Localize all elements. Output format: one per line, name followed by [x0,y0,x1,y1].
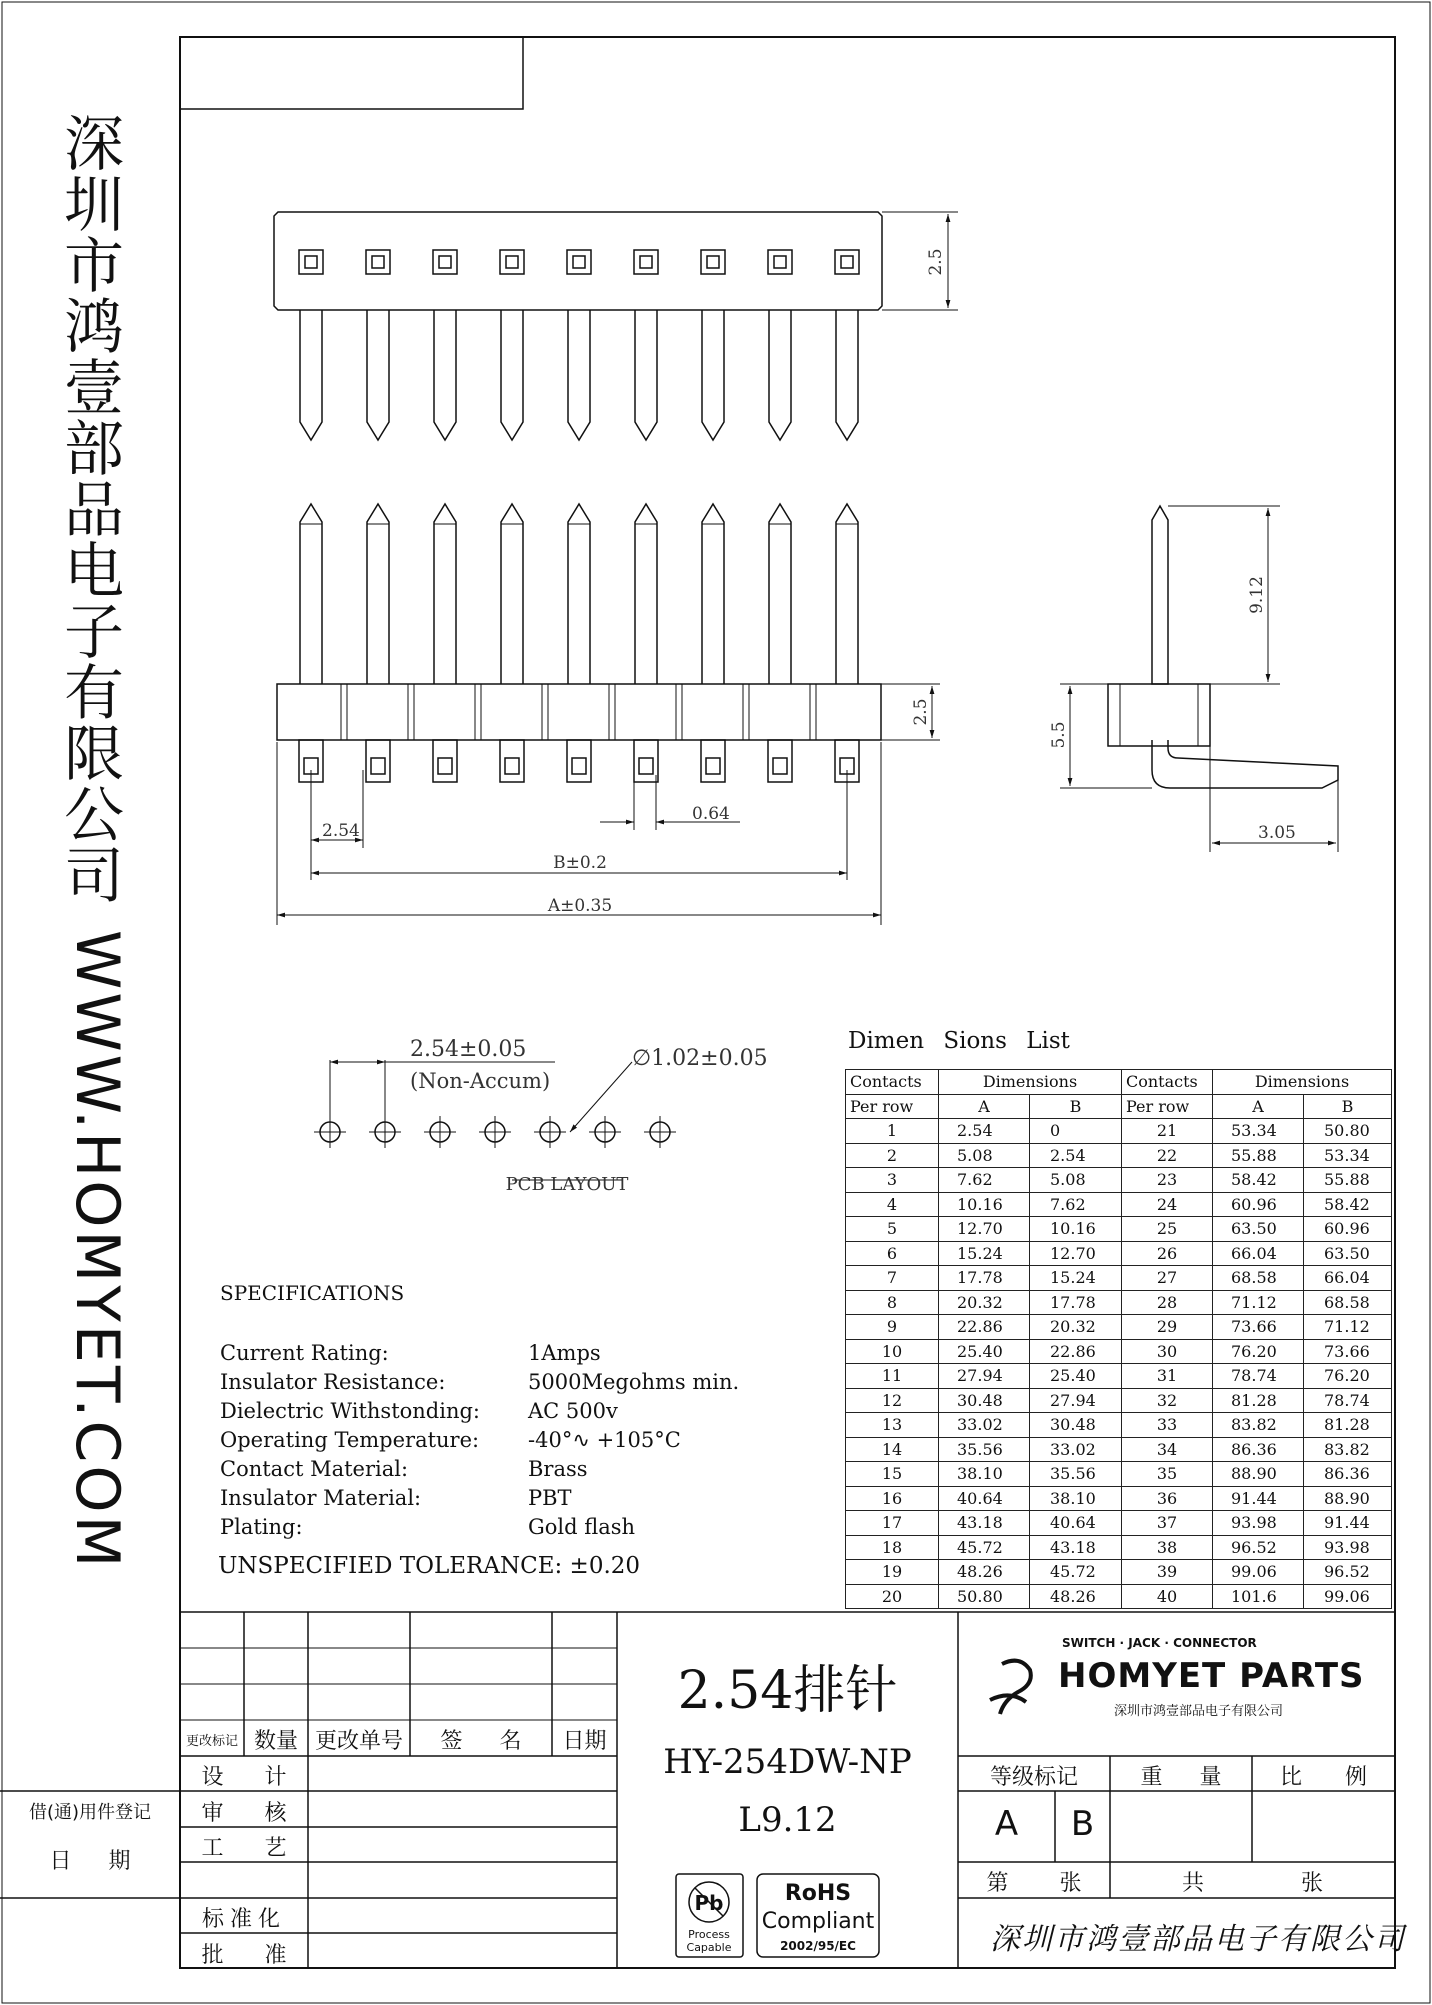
dim-height-front: 2.5 [911,698,931,726]
spec-value: -40°∿ +105°C [528,1428,681,1452]
label-design: 设 计 [201,1765,287,1790]
table-cell: 35.56 [1030,1462,1122,1487]
table-cell: 22.86 [1030,1339,1122,1364]
pin-lower-inner [505,758,519,774]
header-per-row-2: Per row [1122,1094,1213,1119]
spec-row [220,1426,739,1455]
table-cell: 27.94 [1030,1388,1122,1413]
pcb-hole: ∅1.02±0.05 [632,1046,768,1071]
table-cell: 73.66 [1213,1315,1304,1340]
table-row [846,1388,1392,1413]
grade-b: B [1070,1804,1095,1844]
header-a-2: A [1213,1094,1304,1119]
table-cell: 76.20 [1304,1364,1392,1389]
table-cell: 35 [1122,1462,1213,1487]
table-row [846,1143,1392,1168]
table-cell: 2 [846,1143,939,1168]
col-quantity: 数量 [253,1729,298,1754]
table-cell: 83.82 [1304,1437,1392,1462]
spec-label: Plating: [220,1515,303,1539]
table-cell: 19 [846,1560,939,1585]
table-cell: 63.50 [1213,1217,1304,1242]
company-name-vertical: 深圳市鸿壹部品电子有限公司 [54,112,124,905]
table-cell: 15.24 [1030,1266,1122,1291]
table-cell: 48.26 [939,1560,1030,1585]
col-signature: 签 名 [440,1729,522,1754]
table-cell: 30.48 [939,1388,1030,1413]
rohs-directive: 2002/95/EC [780,1939,856,1953]
table-cell: 24 [1122,1192,1213,1217]
header-dimensions-2: Dimensions [1213,1070,1392,1095]
table-cell: 3 [846,1168,939,1193]
table-cell: 68.58 [1213,1266,1304,1291]
table-cell: 16 [846,1486,939,1511]
table-cell: 27.94 [939,1364,1030,1389]
date-label: 日 期 [49,1849,131,1874]
pin [434,310,456,440]
table-cell: 71.12 [1213,1290,1304,1315]
pin-lower-inner [572,758,586,774]
table-cell: 33.02 [1030,1437,1122,1462]
part-length: L9.12 [738,1800,837,1840]
table-cell: 39 [1122,1560,1213,1585]
pin-lower [634,740,658,782]
table-cell: 33.02 [939,1413,1030,1438]
header-contacts-1: Contacts [846,1070,939,1095]
dim-b: B±0.2 [553,853,607,873]
table-cell: 2.54 [1030,1143,1122,1168]
table-cell: 17.78 [939,1266,1030,1291]
label-process: 工 艺 [201,1836,287,1861]
table-cell: 1 [846,1119,939,1144]
col-change-no: 更改单号 [314,1729,403,1754]
pin [300,504,322,684]
col-date: 日期 [562,1729,607,1754]
pin [702,504,724,684]
table-cell: 43.18 [939,1511,1030,1536]
pin [501,310,523,440]
pin [836,310,858,440]
table-cell: 31 [1122,1364,1213,1389]
table-row [846,1217,1392,1242]
spec-value: AC 500v [528,1399,618,1423]
spec-label: Dielectric Withstonding: [220,1399,480,1423]
table-cell: 43.18 [1030,1535,1122,1560]
pin [702,310,724,440]
pin-square [433,250,457,274]
pin-lower-inner [639,758,653,774]
table-cell: 50.80 [939,1584,1030,1609]
table-cell: 5.08 [939,1143,1030,1168]
table-cell: 21 [1122,1119,1213,1144]
table-cell: 40 [1122,1584,1213,1609]
pcb-pitch: 2.54±0.05 [410,1037,527,1062]
top-left-box [180,37,523,109]
pin-square-inner [640,256,652,268]
table-cell: 20.32 [939,1290,1030,1315]
table-cell: 22.86 [939,1315,1030,1340]
logo-name: HOMYET PARTS [1058,1656,1365,1696]
pin-square-inner [506,256,518,268]
front-view [277,504,940,925]
table-cell: 45.72 [1030,1560,1122,1585]
product-name: 2.54排针 [677,1661,898,1721]
spec-label: Insulator Material: [220,1486,422,1510]
pin-lower [701,740,725,782]
pin-lower-inner [371,758,385,774]
table-cell: 12.70 [939,1217,1030,1242]
table-cell: 7 [846,1266,939,1291]
table-cell: 5 [846,1217,939,1242]
pin-square [701,250,725,274]
table-row [846,1364,1392,1389]
pin [367,504,389,684]
table-cell: 88.90 [1304,1486,1392,1511]
dim-pin-width: 0.64 [692,804,730,824]
pin-lower-inner [706,758,720,774]
table-cell: 63.50 [1304,1241,1392,1266]
table-cell: 30.48 [1030,1413,1122,1438]
spec-value: Brass [528,1457,588,1481]
specifications-title: SPECIFICATIONS [220,1281,405,1305]
table-cell: 25 [1122,1217,1213,1242]
table-cell: 37 [1122,1511,1213,1536]
pin-square [768,250,792,274]
spec-value: Gold flash [528,1515,636,1539]
dimensions-table [845,1069,1392,1609]
pin-square-inner [841,256,853,268]
pin-lower [768,740,792,782]
label-standardize: 标准化 [201,1907,286,1932]
table-cell: 17.78 [1030,1290,1122,1315]
table-row [846,1413,1392,1438]
table-cell: 78.74 [1304,1388,1392,1413]
table-cell: 29 [1122,1315,1213,1340]
company-signature: 深圳市鸿壹部品电子有限公司 [990,1922,1406,1957]
grade-a: A [994,1804,1019,1844]
table-cell: 50.80 [1304,1119,1392,1144]
table-cell: 12 [846,1388,939,1413]
spec-row [220,1339,739,1368]
dim-pin-length: 9.12 [1247,576,1267,614]
table-cell: 38 [1122,1535,1213,1560]
table-cell: 12.70 [1030,1241,1122,1266]
logo-tagline: SWITCH · JACK · CONNECTOR [1062,1636,1257,1650]
table-cell: 73.66 [1304,1339,1392,1364]
spec-label: Contact Material: [220,1457,409,1481]
table-row [846,1290,1392,1315]
table-cell: 7.62 [1030,1192,1122,1217]
pb-badge: Pb [694,1891,724,1915]
table-cell: 55.88 [1213,1143,1304,1168]
logo-company: 深圳市鸿壹部品电子有限公司 [1114,1704,1284,1719]
spec-row [220,1484,739,1513]
table-cell: 22 [1122,1143,1213,1168]
side-view [1060,506,1338,852]
table-cell: 88.90 [1213,1462,1304,1487]
table-row [846,1486,1392,1511]
table-cell: 10.16 [939,1192,1030,1217]
pin-square-inner [707,256,719,268]
table-cell: 11 [846,1364,939,1389]
table-cell: 86.36 [1213,1437,1304,1462]
header-per-row-1: Per row [846,1094,939,1119]
table-row [846,1535,1392,1560]
table-cell: 33 [1122,1413,1213,1438]
pin [300,310,322,440]
pin-lower [366,740,390,782]
table-row [846,1266,1392,1291]
label-approve: 批 准 [201,1943,287,1968]
part-number: HY-254DW-NP [663,1742,912,1782]
table-cell: 53.34 [1304,1143,1392,1168]
pin-square-inner [305,256,317,268]
pin-square [366,250,390,274]
table-cell: 6 [846,1241,939,1266]
table-cell: 30 [1122,1339,1213,1364]
table-cell: 15.24 [939,1241,1030,1266]
pin-square-inner [439,256,451,268]
table-cell: 68.58 [1304,1290,1392,1315]
table-cell: 23 [1122,1168,1213,1193]
col-change-mark: 更改标记 [185,1734,238,1749]
pin-square [299,250,323,274]
table-cell: 76.20 [1213,1339,1304,1364]
rohs-label: RoHS [784,1881,852,1906]
table-cell: 99.06 [1213,1560,1304,1585]
table-cell: 71.12 [1304,1315,1392,1340]
table-row [846,1584,1392,1609]
table-cell: 60.96 [1213,1192,1304,1217]
header-contacts-2: Contacts [1122,1070,1213,1095]
dim-side-height: 5.5 [1049,721,1069,749]
table-cell: 40.64 [939,1486,1030,1511]
table-cell: 32 [1122,1388,1213,1413]
pin [568,504,590,684]
table-row [846,1339,1392,1364]
table-cell: 96.52 [1213,1535,1304,1560]
table-cell: 66.04 [1213,1241,1304,1266]
table-cell: 99.06 [1304,1584,1392,1609]
table-cell: 81.28 [1213,1388,1304,1413]
pin-lower-inner [438,758,452,774]
table-cell: 17 [846,1511,939,1536]
table-cell: 27 [1122,1266,1213,1291]
spec-row [220,1368,739,1397]
table-cell: 101.6 [1213,1584,1304,1609]
spec-row [220,1455,739,1484]
table-cell: 45.72 [939,1535,1030,1560]
table-row [846,1168,1392,1193]
pin-square [634,250,658,274]
label-review: 审 核 [201,1801,287,1826]
spec-label: Operating Temperature: [220,1428,480,1452]
pcb-layout-label: PCB LAYOUT [505,1174,629,1195]
table-cell: 20.32 [1030,1315,1122,1340]
spec-value: 1Amps [528,1341,601,1365]
table-cell: 81.28 [1304,1413,1392,1438]
pin [635,310,657,440]
header-a-1: A [939,1094,1030,1119]
label-sheet-total: 共 张 [1182,1871,1323,1896]
pin [635,504,657,684]
table-row [846,1119,1392,1144]
table-cell: 14 [846,1437,939,1462]
pin [434,504,456,684]
table-cell: 2.54 [939,1119,1030,1144]
spec-label: Insulator Resistance: [220,1370,446,1394]
table-cell: 7.62 [939,1168,1030,1193]
table-cell: 58.42 [1213,1168,1304,1193]
spec-value: PBT [528,1486,572,1510]
table-cell: 0 [1030,1119,1122,1144]
table-cell: 55.88 [1304,1168,1392,1193]
table-cell: 78.74 [1213,1364,1304,1389]
table-cell: 86.36 [1304,1462,1392,1487]
table-cell: 66.04 [1304,1266,1392,1291]
pin-lower [500,740,524,782]
table-cell: 25.40 [1030,1364,1122,1389]
table-cell: 9 [846,1315,939,1340]
top-view [274,212,958,440]
pcb-non-accum: (Non-Accum) [410,1069,551,1093]
table-cell: 48.26 [1030,1584,1122,1609]
pin [568,310,590,440]
unspecified-tolerance: UNSPECIFIED TOLERANCE: ±0.20 [218,1553,641,1579]
pin-lower-inner [773,758,787,774]
specifications-list [220,1339,739,1542]
table-row [846,1437,1392,1462]
label-weight: 重 量 [1140,1765,1222,1790]
table-cell: 25.40 [939,1339,1030,1364]
pin-lower [433,740,457,782]
table-cell: 38.10 [1030,1486,1122,1511]
spec-row [220,1513,739,1542]
header-b-1: B [1030,1094,1122,1119]
dimensions-list-title: Dimen Sions List [848,1028,1070,1054]
label-sheet-no: 第 张 [986,1871,1082,1896]
website-vertical: WWW.HOMYET.COM [62,930,132,1571]
pin-lower [567,740,591,782]
spec-row [220,1397,739,1426]
pin-square-inner [774,256,786,268]
table-cell: 93.98 [1304,1535,1392,1560]
pin [769,310,791,440]
table-cell: 96.52 [1304,1560,1392,1585]
label-scale: 比 例 [1280,1765,1367,1790]
spec-label: Current Rating: [220,1341,389,1365]
pin-square [835,250,859,274]
table-row [846,1560,1392,1585]
header-dimensions-1: Dimensions [939,1070,1122,1095]
table-cell: 28 [1122,1290,1213,1315]
table-row [846,1462,1392,1487]
table-cell: 13 [846,1413,939,1438]
pin-square [567,250,591,274]
table-cell: 18 [846,1535,939,1560]
table-row [846,1511,1392,1536]
header-b-2: B [1304,1094,1392,1119]
table-cell: 83.82 [1213,1413,1304,1438]
table-cell: 93.98 [1213,1511,1304,1536]
table-cell: 36 [1122,1486,1213,1511]
table-cell: 35.56 [939,1437,1030,1462]
table-cell: 5.08 [1030,1168,1122,1193]
dim-a: A±0.35 [547,896,613,916]
table-cell: 58.42 [1304,1192,1392,1217]
rohs-compliant: Compliant [761,1909,875,1934]
table-cell: 40.64 [1030,1511,1122,1536]
table-cell: 91.44 [1304,1511,1392,1536]
pb-process: Process [688,1928,730,1941]
borrow-register: 借(通)用件登记 [28,1802,152,1823]
logo-swirl-icon [990,1661,1031,1714]
pin [836,504,858,684]
pin [501,504,523,684]
pin [367,310,389,440]
table-cell: 10 [846,1339,939,1364]
pin-square-inner [372,256,384,268]
table-cell: 38.10 [939,1462,1030,1487]
table-row [846,1315,1392,1340]
pb-capable: Capable [686,1941,732,1954]
table-cell: 26 [1122,1241,1213,1266]
table-cell: 60.96 [1304,1217,1392,1242]
table-cell: 53.34 [1213,1119,1304,1144]
table-cell: 10.16 [1030,1217,1122,1242]
dim-pitch: 2.54 [322,821,360,841]
table-cell: 15 [846,1462,939,1487]
label-grade-mark: 等级标记 [989,1765,1078,1790]
spec-value: 5000Megohms min. [528,1370,740,1394]
pin-square-inner [573,256,585,268]
dim-tail: 3.05 [1258,823,1296,843]
table-cell: 34 [1122,1437,1213,1462]
table-row [846,1192,1392,1217]
dim-height-top: 2.5 [926,248,946,276]
table-cell: 8 [846,1290,939,1315]
pin-square [500,250,524,274]
pin [769,504,791,684]
table-cell: 91.44 [1213,1486,1304,1511]
table-row [846,1241,1392,1266]
table-cell: 20 [846,1584,939,1609]
table-cell: 4 [846,1192,939,1217]
